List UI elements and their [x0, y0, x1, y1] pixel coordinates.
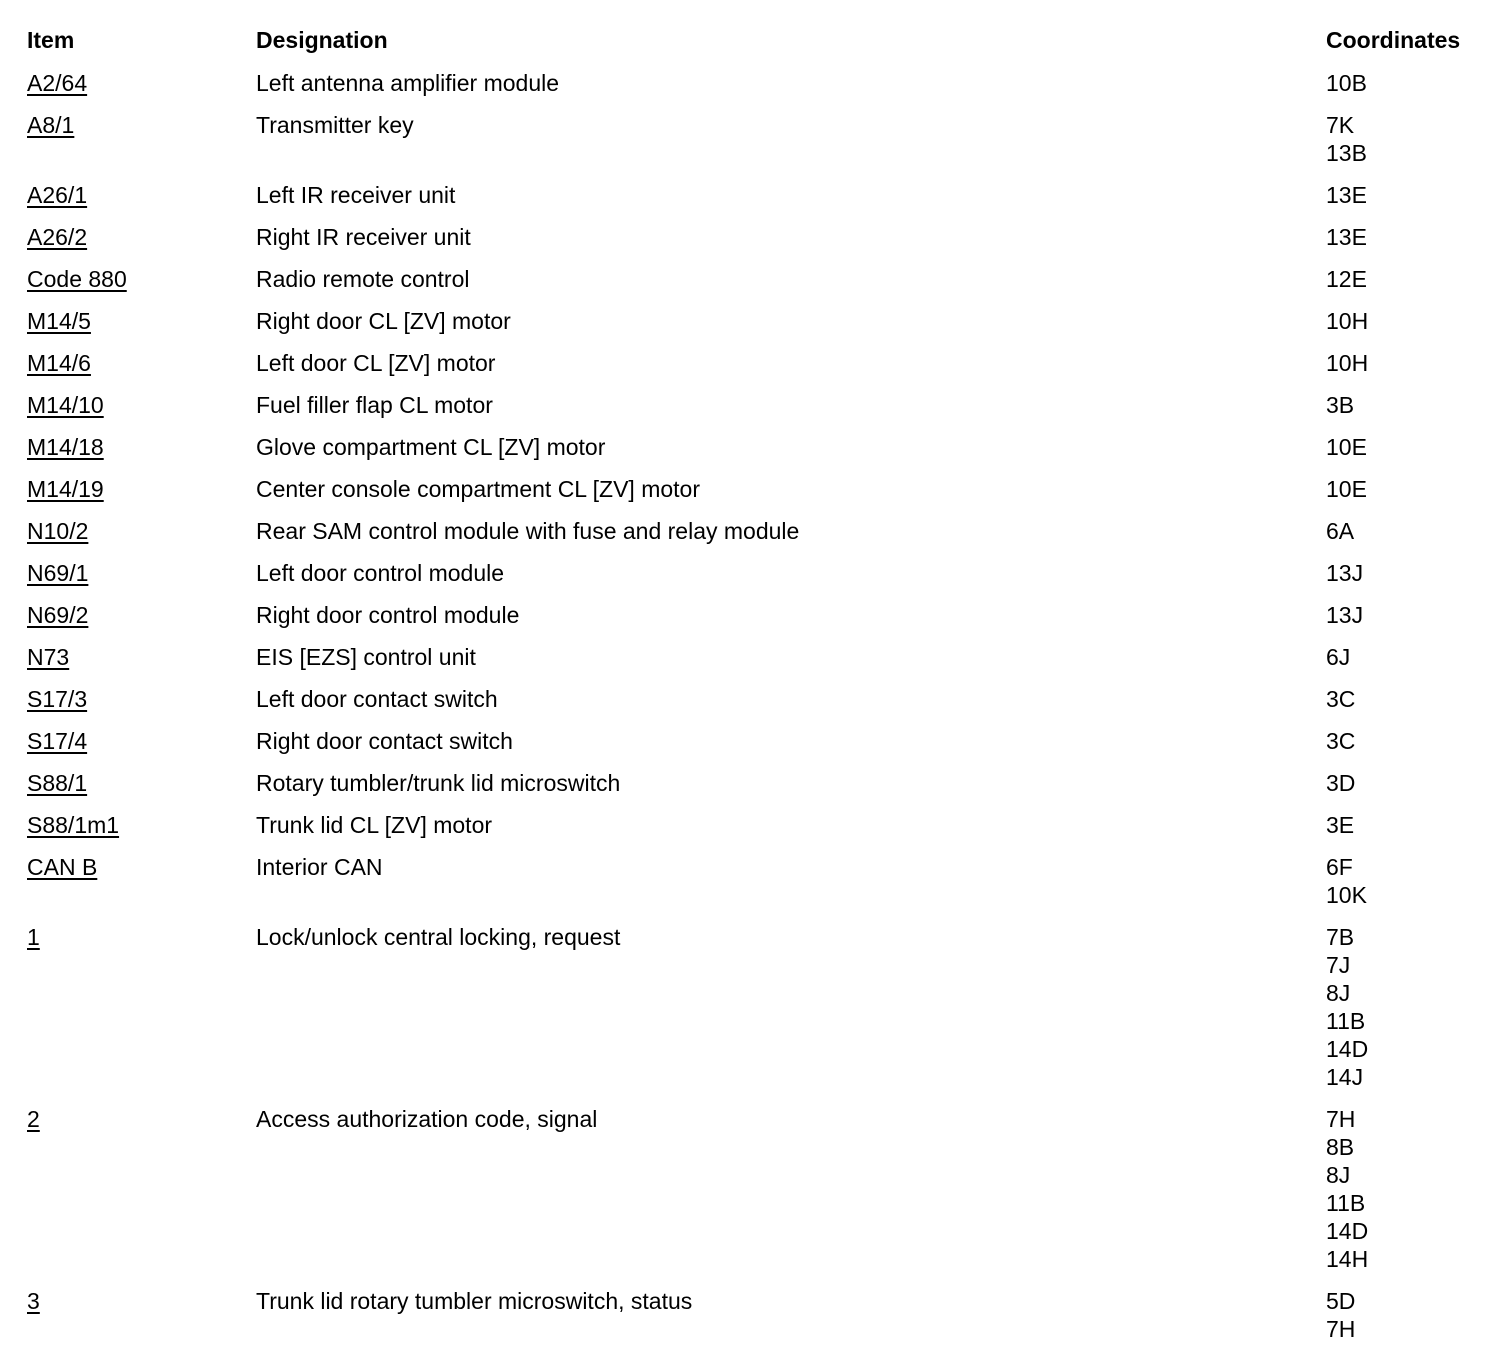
coordinate-value: 13B — [1326, 140, 1367, 166]
designation-cell: Right door control module — [256, 602, 520, 628]
coordinate-value: 7B — [1326, 924, 1355, 950]
coordinates-cell — [1326, 181, 1497, 209]
coordinates-cell — [1326, 433, 1497, 461]
table-row — [27, 643, 1497, 685]
item-link[interactable]: A26/1 — [27, 182, 88, 208]
table-row — [27, 475, 1497, 517]
coordinates-cell — [1326, 517, 1497, 545]
designation-cell: Left antenna amplifier module — [256, 70, 560, 96]
designation-cell: Center console compartment CL [ZV] motor — [256, 476, 700, 502]
coordinate-value: 10E — [1326, 476, 1367, 502]
table-row — [27, 853, 1497, 923]
designation-cell: Rear SAM control module with fuse and relay module — [256, 518, 800, 544]
coordinates-cell — [1326, 307, 1497, 335]
coordinate-value: 7J — [1326, 952, 1351, 978]
coordinate-value: 7H — [1326, 1106, 1356, 1132]
coordinate-value: 13E — [1326, 224, 1367, 250]
coordinates-cell — [1326, 643, 1497, 671]
designation-cell: Rotary tumbler/trunk lid microswitch — [256, 770, 621, 796]
coordinates-cell — [1326, 111, 1497, 167]
designation-cell: Right door contact switch — [256, 728, 513, 754]
designation-cell: Right IR receiver unit — [256, 224, 471, 250]
designation-cell: Fuel filler flap CL motor — [256, 392, 493, 418]
coordinates-cell — [1326, 559, 1497, 587]
item-link[interactable]: S88/1m1 — [27, 812, 120, 838]
item-link[interactable]: M14/18 — [27, 434, 104, 460]
item-link[interactable]: CAN B — [27, 854, 98, 880]
header-designation: Designation — [256, 27, 388, 53]
item-cell — [27, 433, 256, 461]
table-row — [27, 601, 1497, 643]
designation-cell: Access authorization code, signal — [256, 1106, 598, 1132]
item-cell — [27, 475, 256, 503]
table-row — [27, 1287, 1497, 1357]
table-row — [27, 559, 1497, 601]
coordinates-cell — [1326, 265, 1497, 293]
coordinate-value: 14D — [1326, 1036, 1369, 1062]
table-row — [27, 307, 1497, 349]
coordinates-cell — [1326, 601, 1497, 629]
coordinates-cell — [1326, 923, 1497, 1091]
coordinate-value: 13E — [1326, 182, 1367, 208]
item-link[interactable]: N69/1 — [27, 560, 89, 586]
item-cell — [27, 643, 256, 671]
coordinates-cell — [1326, 1287, 1497, 1343]
item-link[interactable]: A8/1 — [27, 112, 75, 138]
designation-cell: Trunk lid CL [ZV] motor — [256, 812, 493, 838]
item-cell — [27, 391, 256, 419]
coordinate-value: 3D — [1326, 770, 1356, 796]
coordinate-value: 7H — [1326, 1316, 1356, 1342]
coordinates-cell — [1326, 727, 1497, 755]
item-link[interactable]: Code 880 — [27, 266, 127, 292]
coordinate-value: 3B — [1326, 392, 1355, 418]
item-link[interactable]: N69/2 — [27, 602, 89, 628]
item-cell — [27, 517, 256, 545]
coordinate-value: 11B — [1326, 1190, 1366, 1216]
coordinate-value: 13J — [1326, 560, 1364, 586]
coordinates-cell — [1326, 69, 1497, 97]
designation-cell: Left door contact switch — [256, 686, 498, 712]
coordinate-value: 3C — [1326, 686, 1356, 712]
table-row — [27, 111, 1497, 181]
designation-cell: Radio remote control — [256, 266, 470, 292]
designation-cell: Trunk lid rotary tumbler microswitch, status — [256, 1288, 693, 1314]
item-link[interactable]: M14/6 — [27, 350, 91, 376]
table-row — [27, 727, 1497, 769]
item-cell — [27, 601, 256, 629]
header-coordinates: Coordinates — [1326, 27, 1461, 53]
coordinate-value: 10H — [1326, 308, 1369, 334]
coordinate-value: 6A — [1326, 518, 1355, 544]
item-cell — [27, 769, 256, 797]
table-row — [27, 433, 1497, 475]
coordinate-value: 12E — [1326, 266, 1367, 292]
coordinates-cell — [1326, 853, 1497, 909]
coordinate-value: 14J — [1326, 1064, 1364, 1090]
coordinate-value: 10K — [1326, 882, 1367, 908]
table-row — [27, 265, 1497, 307]
coordinate-value: 10B — [1326, 70, 1367, 96]
designation-cell: Left IR receiver unit — [256, 182, 456, 208]
designation-cell: Glove compartment CL [ZV] motor — [256, 434, 606, 460]
item-link[interactable]: S17/4 — [27, 728, 88, 754]
header-item: Item — [27, 27, 75, 53]
designation-cell: Interior CAN — [256, 854, 383, 880]
coordinate-value: 10E — [1326, 434, 1367, 460]
coordinates-cell — [1326, 391, 1497, 419]
designation-cell: Right door CL [ZV] motor — [256, 308, 511, 334]
item-cell — [27, 727, 256, 755]
item-link[interactable]: S17/3 — [27, 686, 88, 712]
table-row — [27, 769, 1497, 811]
item-link[interactable]: S88/1 — [27, 770, 88, 796]
item-cell — [27, 923, 256, 951]
coordinate-value: 11B — [1326, 1008, 1366, 1034]
item-link[interactable]: N10/2 — [27, 518, 89, 544]
item-cell — [27, 307, 256, 335]
table-row — [27, 69, 1497, 111]
item-cell — [27, 265, 256, 293]
item-cell — [27, 181, 256, 209]
item-link[interactable]: M14/10 — [27, 392, 104, 418]
table-row — [27, 923, 1497, 1105]
item-link[interactable]: 2 — [27, 1106, 40, 1132]
coordinates-cell — [1326, 349, 1497, 377]
coordinate-value: 13J — [1326, 602, 1364, 628]
item-link[interactable]: 1 — [27, 924, 40, 950]
item-cell — [27, 811, 256, 839]
designation-cell: Transmitter key — [256, 112, 414, 138]
coordinate-value: 3E — [1326, 812, 1355, 838]
coordinate-value: 14D — [1326, 1218, 1369, 1244]
item-cell — [27, 69, 256, 97]
coordinate-value: 5D — [1326, 1288, 1356, 1314]
coordinate-value: 3C — [1326, 728, 1356, 754]
coordinate-value: 8J — [1326, 1162, 1351, 1188]
item-link[interactable]: A26/2 — [27, 224, 88, 250]
table-row — [27, 223, 1497, 265]
coordinates-cell — [1326, 685, 1497, 713]
item-cell — [27, 349, 256, 377]
table-row — [27, 1105, 1497, 1287]
table-row — [27, 517, 1497, 559]
item-cell — [27, 853, 256, 881]
table-row — [27, 349, 1497, 391]
item-cell — [27, 559, 256, 587]
item-cell — [27, 685, 256, 713]
coordinate-value: 7K — [1326, 112, 1355, 138]
coordinates-cell — [1326, 769, 1497, 797]
item-link[interactable]: N73 — [27, 644, 70, 670]
coordinate-value: 14H — [1326, 1246, 1369, 1272]
table-header — [27, 26, 1497, 69]
item-link[interactable]: M14/5 — [27, 308, 91, 334]
coordinate-value: 8J — [1326, 980, 1351, 1006]
legend-table — [27, 26, 1497, 1357]
item-cell — [27, 111, 256, 139]
coordinates-cell — [1326, 811, 1497, 839]
item-cell — [27, 1105, 256, 1133]
coordinate-value: 8B — [1326, 1134, 1355, 1160]
coordinates-cell — [1326, 223, 1497, 251]
designation-cell: Left door control module — [256, 560, 505, 586]
table-row — [27, 181, 1497, 223]
coordinate-value: 6F — [1326, 854, 1353, 880]
designation-cell: Lock/unlock central locking, request — [256, 924, 621, 950]
item-link[interactable]: M14/19 — [27, 476, 104, 502]
designation-cell: EIS [EZS] control unit — [256, 644, 476, 670]
coordinate-value: 10H — [1326, 350, 1369, 376]
coordinates-cell — [1326, 475, 1497, 503]
item-cell — [27, 223, 256, 251]
designation-cell: Left door CL [ZV] motor — [256, 350, 496, 376]
table-body — [27, 69, 1497, 1357]
coordinates-cell — [1326, 1105, 1497, 1273]
table-row — [27, 391, 1497, 433]
table-row — [27, 685, 1497, 727]
item-cell — [27, 1287, 256, 1315]
item-link[interactable]: A2/64 — [27, 70, 88, 96]
table-row — [27, 811, 1497, 853]
coordinate-value: 6J — [1326, 644, 1351, 670]
item-link[interactable]: 3 — [27, 1288, 40, 1314]
